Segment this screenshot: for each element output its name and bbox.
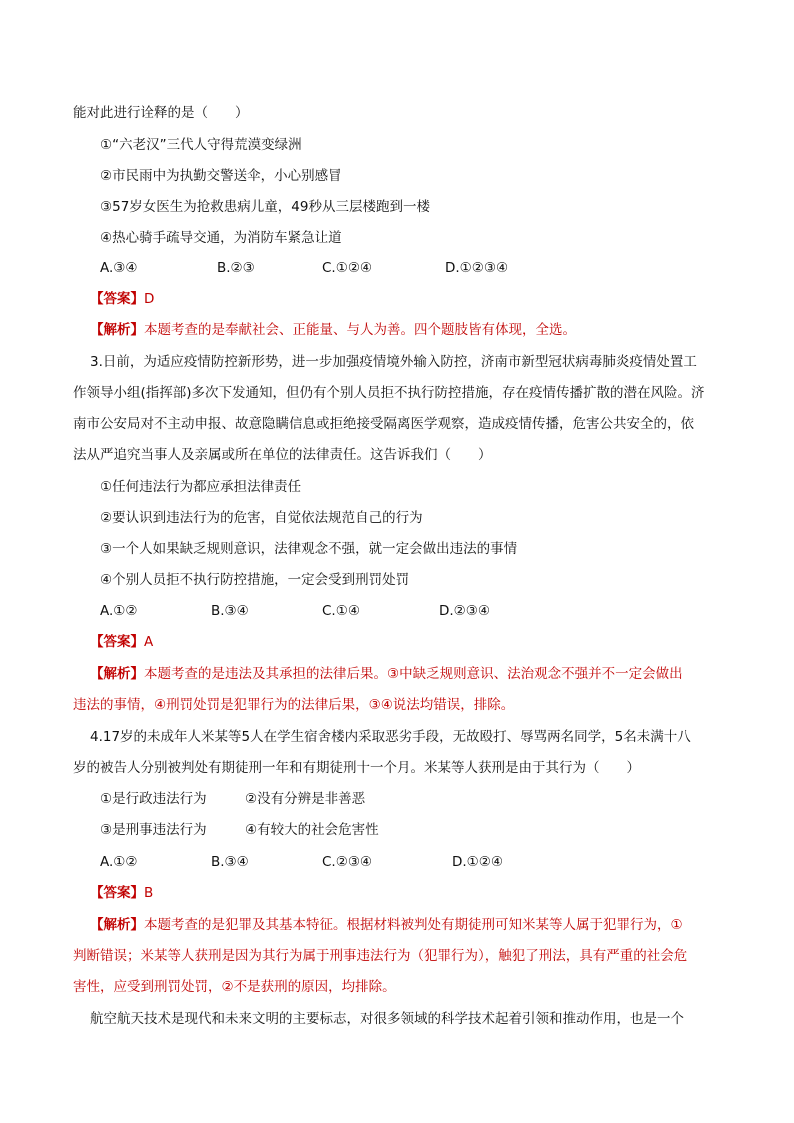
q3-answer — [90, 632, 734, 652]
q4-option-b: B.③④ — [211, 854, 249, 870]
q2-option-b: B.②③ — [217, 260, 255, 276]
q3-statement-4: ④个别人员拒不执行防控措施，一定会受到刑罚处罚 — [100, 572, 410, 588]
analysis-label: 【解析】 — [90, 666, 144, 682]
q2-statement-4: ④热心骑手疏导交通，为消防车紧急让道 — [100, 230, 342, 246]
answer-label: 【答案】 — [90, 885, 144, 901]
q4-analysis-line-3: 害性，应受到刑罚处罚，②不是获刑的原因，均排除。 — [73, 979, 396, 995]
q4-option-d: D.①②④ — [452, 854, 503, 870]
q4-stem-line-1: 4.17岁的未成年人米某等5人在学生宿舍楼内采取恶劣手段，无故殴打、辱骂两名同学，5名未满十八 — [90, 729, 691, 745]
analysis-text: 本题考查的是违法及其承担的法律后果。③中缺乏规则意识、法治观念不强并不一定会做出 — [144, 666, 683, 682]
q4-option-a: A.①② — [100, 854, 138, 870]
q2-option-a: A.③④ — [100, 260, 138, 276]
q3-stem-line-2: 作领导小组(指挥部)多次下发通知，但仍有个别人员拒不执行防控措施，存在疫情传播扩散的潜在风险。济 — [73, 385, 705, 401]
q3-statement-1: ①任何违法行为都应承担法律责任 — [100, 479, 302, 495]
q3-statement-3: ③一个人如果缺乏规则意识，法律观念不强，就一定会做出违法的事情 — [100, 541, 518, 557]
q4-analysis-line-2: 判断错误；米某等人获刑是因为其行为属于刑事违法行为（犯罪行为），触犯了刑法，具有严重的社会危 — [73, 948, 688, 964]
q3-stem-line-1: 3.日前，为适应疫情防控新形势，进一步加强疫情境外输入防控，济南市新型冠状病毒肺炎疫情处置工 — [90, 354, 697, 370]
q3-option-c: C.①④ — [322, 603, 360, 619]
q4-statement-4: ④有较大的社会危害性 — [245, 822, 379, 838]
q4-answer — [90, 883, 734, 903]
q2-statement-3: ③57岁女医生为抢救患病儿童，49秒从三层楼跑到一楼 — [100, 199, 430, 215]
q4-statement-3: ③是刑事违法行为 — [100, 822, 207, 838]
analysis-text: 本题考查的是犯罪及其基本特征。根据材料被判处有期徒刑可知米某等人属于犯罪行为，① — [144, 917, 683, 933]
q4-statement-2: ②没有分辨是非善恶 — [245, 791, 366, 807]
analysis-label: 【解析】 — [90, 322, 144, 338]
q2-stem-end: 能对此进行诠释的是（ ） — [73, 105, 249, 121]
q2-answer — [90, 289, 734, 309]
analysis-text: 本题考查的是奉献社会、正能量、与人为善。四个题肢皆有体现，全选。 — [144, 322, 576, 338]
q4-option-c: C.②③④ — [322, 854, 373, 870]
answer-value: A — [144, 634, 154, 650]
q3-option-a: A.①② — [100, 603, 138, 619]
q4-stem-line-2: 岁的被告人分别被判处有期徒刑一年和有期徒刑十一个月。米某等人获刑是由于其行为（ ） — [73, 760, 640, 776]
q2-option-c: C.①②④ — [322, 260, 373, 276]
q2-statement-2: ②市民雨中为执勤交警送伞，小心别感冒 — [100, 168, 342, 184]
q3-option-d: D.②③④ — [439, 603, 490, 619]
q2-statement-1: ①“六老汉”三代人守得荒漠变绿洲 — [100, 137, 302, 153]
q3-option-b: B.③④ — [211, 603, 249, 619]
q2-analysis — [90, 320, 734, 340]
q3-statement-2: ②要认识到违法行为的危害，自觉依法规范自己的行为 — [100, 510, 423, 526]
q3-stem-line-4: 法从严追究当事人及亲属或所在单位的法律责任。这告诉我们（ ） — [73, 447, 492, 463]
q4-analysis-line-1 — [90, 915, 734, 935]
answer-label: 【答案】 — [90, 634, 144, 650]
q2-option-d: D.①②③④ — [445, 260, 509, 276]
answer-value: D — [144, 291, 155, 307]
analysis-label: 【解析】 — [90, 917, 144, 933]
q3-stem-line-3: 南市公安局对不主动申报、故意隐瞒信息或拒绝接受隔离医学观察，造成疫情传播，危害公共安全的，依 — [73, 416, 694, 432]
q3-analysis-line-2: 违法的事情，④刑罚处罚是犯罪行为的法律后果，③④说法均错误，排除。 — [73, 697, 515, 713]
q3-analysis-line-1 — [90, 664, 734, 684]
q4-statement-1: ①是行政违法行为 — [100, 791, 207, 807]
next-passage-line-1: 航空航天技术是现代和未来文明的主要标志，对很多领域的科学技术起着引领和推动作用，也是一个 — [90, 1011, 684, 1027]
answer-label: 【答案】 — [90, 291, 144, 307]
answer-value: B — [144, 885, 154, 901]
